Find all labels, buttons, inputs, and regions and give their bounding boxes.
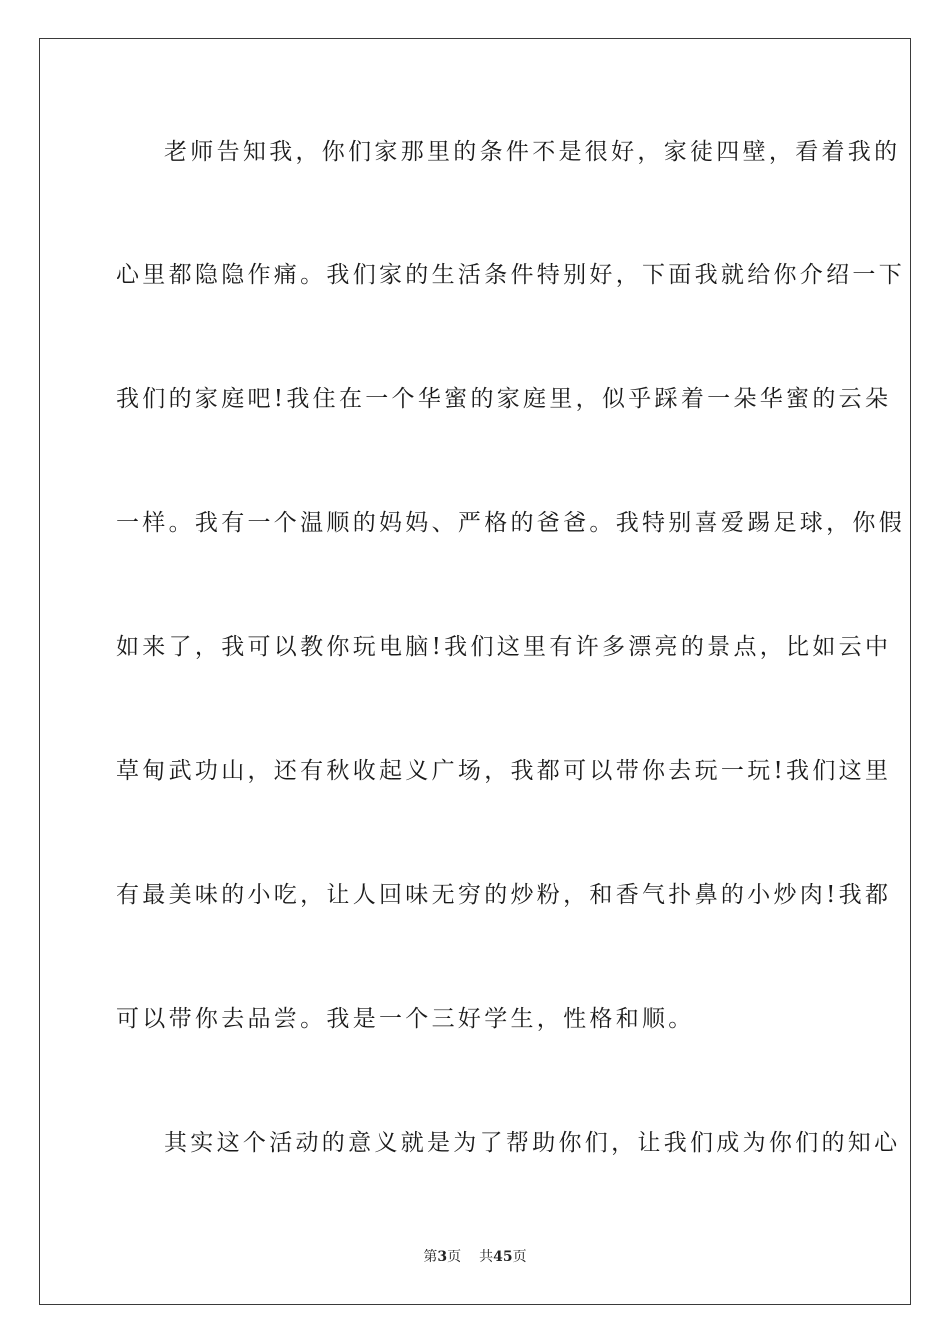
paragraph-1-line-8: 可以带你去品尝。我是一个三好学生，性格和顺。	[116, 1006, 695, 1032]
paragraph-1-line-1: 老师告知我，你们家那里的条件不是很好，家徒四壁，看着我的	[164, 139, 901, 165]
paragraph-1-line-6: 草甸武功山，还有秋收起义广场，我都可以带你去玩一玩!我们这里	[116, 758, 892, 784]
footer-page-suffix: 页	[447, 1249, 462, 1265]
page-footer	[0, 1248, 950, 1266]
paragraph-2-line-1: 其实这个活动的意义就是为了帮助你们，让我们成为你们的知心	[164, 1130, 901, 1156]
footer-page-number: 3	[437, 1249, 448, 1265]
paragraph-1-line-3: 我们的家庭吧!我住在一个华蜜的家庭里，似乎踩着一朵华蜜的云朵	[116, 386, 892, 412]
paragraph-1-line-5: 如来了，我可以教你玩电脑!我们这里有许多漂亮的景点，比如云中	[116, 634, 892, 660]
paragraph-1-line-2: 心里都隐隐作痛。我们家的生活条件特别好，下面我就给你介绍一下	[116, 262, 905, 288]
footer-total-prefix: 共	[479, 1249, 494, 1265]
page-frame	[39, 38, 911, 1305]
paragraph-1-line-4: 一样。我有一个温顺的妈妈、严格的爸爸。我特别喜爱踢足球，你假	[116, 510, 905, 536]
paragraph-1-line-7: 有最美味的小吃，让人回味无穷的炒粉，和香气扑鼻的小炒肉!我都	[116, 882, 892, 908]
footer-page-prefix: 第	[423, 1249, 438, 1265]
footer-total-pages: 45	[493, 1249, 513, 1265]
footer-total-suffix: 页	[512, 1249, 527, 1265]
